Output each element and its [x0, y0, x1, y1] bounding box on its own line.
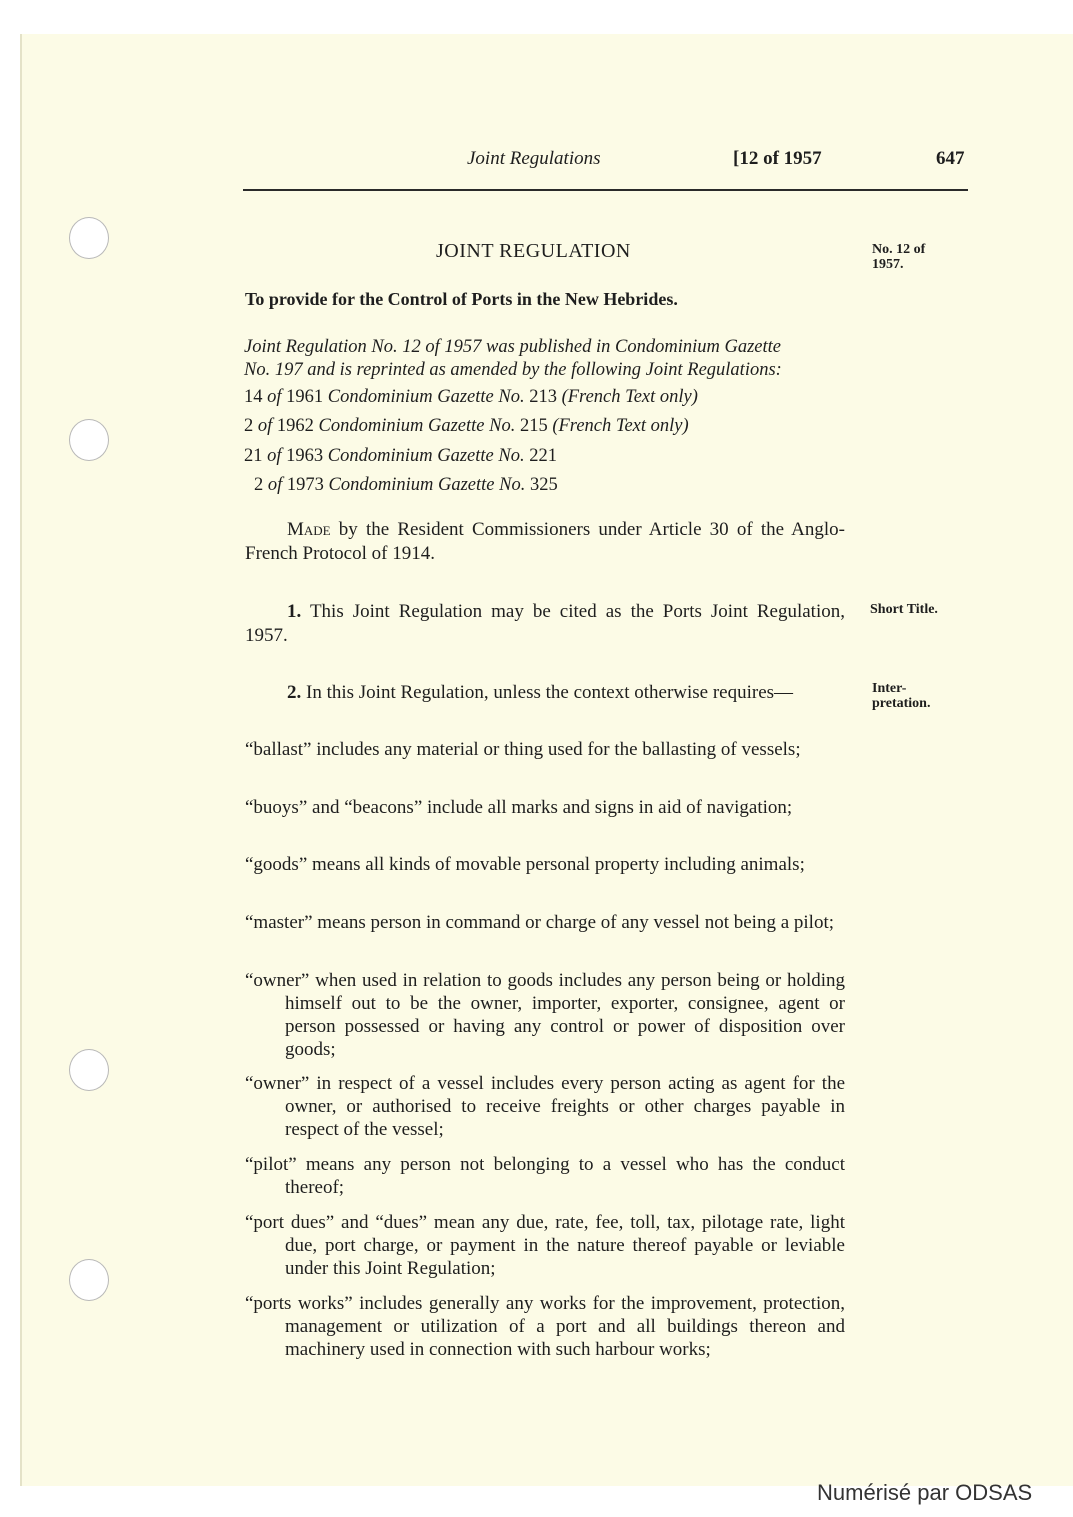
header-rule	[243, 189, 968, 191]
definition-ballast: “ballast” includes any material or thing used for the ballasting of vessels;	[245, 739, 801, 760]
definition-port-dues: “port dues” and “dues” mean any due, rate, fee, toll, tax, pilotage rate, light due, port charge, or payment in the nature thereof payable or leviable under this Joint Regulation;	[245, 1212, 845, 1279]
running-title: Joint Regulations	[467, 148, 601, 169]
margin-note-short-title: Short Title.	[870, 602, 938, 617]
amendment-line: 2 of 1962 Condominium Gazette No. 215 (French Text only)	[244, 416, 689, 436]
binder-hole	[69, 217, 109, 259]
definition-master: “master” means person in command or charge of any vessel not being a pilot;	[245, 912, 834, 933]
definition-owner-vessel: “owner” in respect of a vessel includes every person acting as agent for the owner, or authorised to receive freights or other charges payable in respect of the vessel;	[245, 1073, 845, 1140]
page-number: 647	[936, 148, 965, 169]
binder-hole	[69, 1049, 109, 1091]
publication-note: Joint Regulation No. 12 of 1957 was published in Condominium Gazette No. 197 and is reprinted as amended by the following Joint Regulations:	[244, 337, 782, 380]
document-title: JOINT REGULATION	[436, 240, 631, 262]
regulation-subtitle: To provide for the Control of Ports in the New Hebrides.	[245, 289, 678, 309]
definition-buoys: “buoys” and “beacons” include all marks and signs in aid of navigation;	[245, 797, 793, 818]
binder-hole	[69, 1259, 109, 1301]
definition-pilot: “pilot” means any person not belonging to a vessel who has the conduct thereof;	[245, 1154, 845, 1198]
page-edge	[20, 34, 22, 1486]
definition-goods: “goods” means all kinds of movable personal property including animals;	[245, 854, 805, 875]
section-1: 1. This Joint Regulation may be cited as the Ports Joint Regulation, 1957.	[245, 601, 845, 646]
amendment-line: 2 of 1973 Condominium Gazette No. 325	[254, 475, 558, 495]
margin-note-interpretation: Inter- pretation.	[872, 681, 931, 711]
amendment-line: 14 of 1961 Condominium Gazette No. 213 (French Text only)	[244, 387, 698, 407]
definition-ports-works: “ports works” includes generally any works for the improvement, protection, management or utilization of a port and all buildings thereon and machinery used in connection with such harbour works;	[245, 1293, 845, 1360]
margin-note-number: No. 12 of 1957.	[872, 242, 926, 272]
enactment-clause: Made by the Resident Commissioners under Article 30 of the Anglo-French Protocol of 1914.	[245, 519, 846, 564]
binder-hole	[69, 419, 109, 461]
definition-owner-goods: “owner” when used in relation to goods includes any person being or holding himself out to be the owner, importer, exporter, consignee, agent or person possessed or having any control or power of disposition over goods;	[245, 970, 845, 1060]
section-2: 2. In this Joint Regulation, unless the context otherwise requires—	[287, 682, 794, 703]
digitization-credit: Numérisé par ODSAS	[817, 1480, 1033, 1505]
amendment-line: 21 of 1963 Condominium Gazette No. 221	[244, 446, 557, 466]
regulation-reference: [12 of 1957	[733, 148, 822, 169]
